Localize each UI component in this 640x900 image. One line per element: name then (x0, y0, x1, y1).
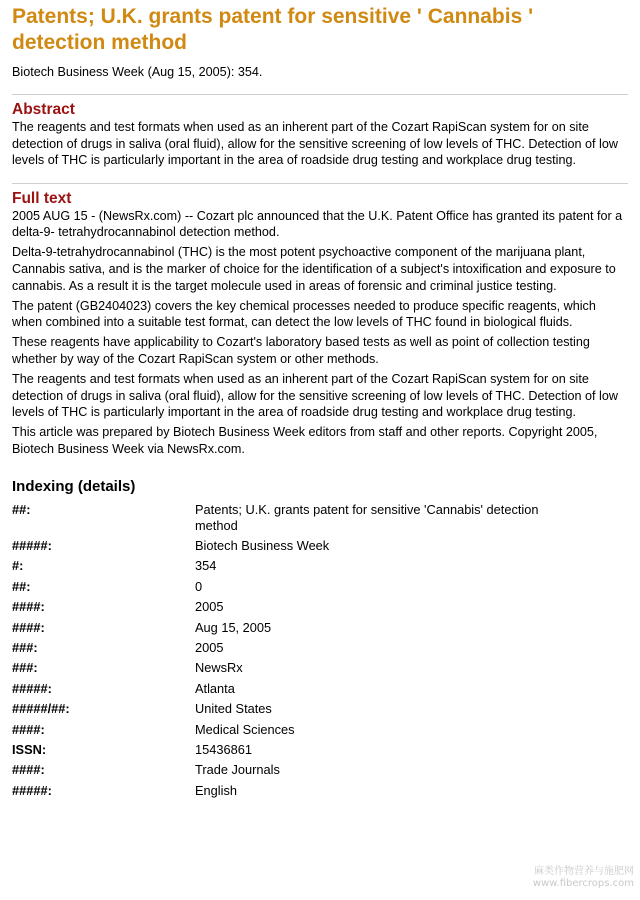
indexing-value: 15436861 (195, 741, 252, 757)
watermark-line: 麻类作物营养与施肥网 (534, 866, 634, 877)
indexing-key: #####: (12, 782, 52, 798)
indexing-value: Medical Sciences (195, 721, 295, 737)
indexing-value: Trade Journals (195, 762, 280, 778)
indexing-value: Aug 15, 2005 (195, 619, 272, 635)
indexing-key: ####: (12, 721, 45, 737)
indexing-row (12, 722, 628, 742)
indexing-section (12, 478, 628, 803)
fulltext-paragraph: This article was prepared by Biotech Business Week editors from staff and other reports. Copyright 2005, Biotech Business Week via NewsRx.com. (12, 425, 598, 456)
indexing-row (12, 701, 628, 721)
indexing-value: United States (195, 701, 272, 717)
fulltext-paragraph: The patent (GB2404023) covers the key chemical processes needed to produce specific reagents, which when combined into a suitable test format, can detect the low levels of THC found in biological fluids. (12, 298, 596, 330)
abstract-section (12, 101, 628, 169)
indexing-value: NewsRx (195, 660, 243, 676)
indexing-row (12, 502, 628, 538)
indexing-row (12, 579, 628, 599)
indexing-row (12, 783, 628, 803)
article-citation: Biotech Business Week (Aug 15, 2005): 354. (12, 65, 263, 79)
indexing-row (12, 538, 628, 558)
indexing-key: ####: (12, 762, 45, 778)
indexing-row (12, 681, 628, 701)
fulltext-heading: Full text (12, 189, 72, 207)
indexing-key: ####: (12, 599, 45, 615)
indexing-value: Biotech Business Week (195, 537, 330, 553)
article-title: Patents; U.K. grants patent for sensitive ' Cannabis ' detection method (12, 5, 534, 54)
fulltext-section (12, 190, 628, 458)
fulltext-paragraph: The reagents and test formats when used as an inherent part of the Cozart RapiScan system for on site detection of drugs in saliva (oral fluid), allow for the sensitive screening of low levels of THC. Detection of low levels of THC is particularly important in the area of roadside drug testing and workplace drug testing. (12, 372, 618, 420)
fulltext-paragraph: Delta-9-tetrahydrocannabinol (THC) is the most potent psychoactive component of the marijuana plant, Cannabis sativa, and is the marker of choice for the identification of a subject's intoxification and exposure to cannabis. As a result it is the target molecule used in areas of forensic and criminal justice testing. (12, 245, 616, 293)
indexing-row (12, 620, 628, 640)
watermark (533, 866, 634, 890)
indexing-row (12, 762, 628, 782)
indexing-row (12, 660, 628, 680)
section-divider (12, 183, 628, 184)
abstract-heading: Abstract (12, 101, 75, 118)
indexing-table (12, 502, 628, 803)
watermark-line: www.fibercrops.com (532, 878, 634, 889)
section-divider (12, 94, 628, 95)
indexing-value: 2005 (195, 639, 224, 655)
indexing-value: 2005 (195, 599, 224, 615)
indexing-key: #: (12, 558, 24, 574)
indexing-value: Patents; U.K. grants patent for sensitive 'Cannabis' detection method (195, 501, 539, 533)
indexing-row (12, 558, 628, 578)
indexing-row (12, 599, 628, 619)
indexing-key: ###: (12, 639, 38, 655)
abstract-text: The reagents and test formats when used as an inherent part of the Cozart RapiScan system for on site detection of drugs in saliva (oral fluid), allow for the sensitive screening of low levels of THC. Detection of low levels of THC is particularly important in the area of roadside drug testing and workplace drug testing. (12, 120, 618, 168)
indexing-key: ISSN: (12, 741, 47, 757)
indexing-heading: Indexing (details) (12, 477, 136, 495)
indexing-row (12, 742, 628, 762)
indexing-value: 354 (195, 558, 217, 574)
indexing-key: ###: (12, 660, 38, 676)
indexing-value: English (195, 782, 237, 798)
indexing-key: ##: (12, 578, 31, 594)
indexing-value: 0 (195, 578, 203, 594)
indexing-row (12, 640, 628, 660)
indexing-key: ####: (12, 619, 45, 635)
indexing-key: #####/##: (12, 701, 70, 717)
fulltext-paragraph: 2005 AUG 15 - (NewsRx.com) -- Cozart plc announced that the U.K. Patent Office has granted its patent for a delta-9- tetrahydrocannabinol detection method. (12, 208, 623, 240)
indexing-value: Atlanta (195, 680, 235, 696)
indexing-key: #####: (12, 537, 52, 553)
indexing-key: #####: (12, 680, 52, 696)
fulltext-paragraph: These reagents have applicability to Cozart's laboratory based tests as well as point of collection testing whether by way of the Cozart RapiScan system or other methods. (12, 335, 590, 367)
indexing-key: ##: (12, 501, 31, 517)
